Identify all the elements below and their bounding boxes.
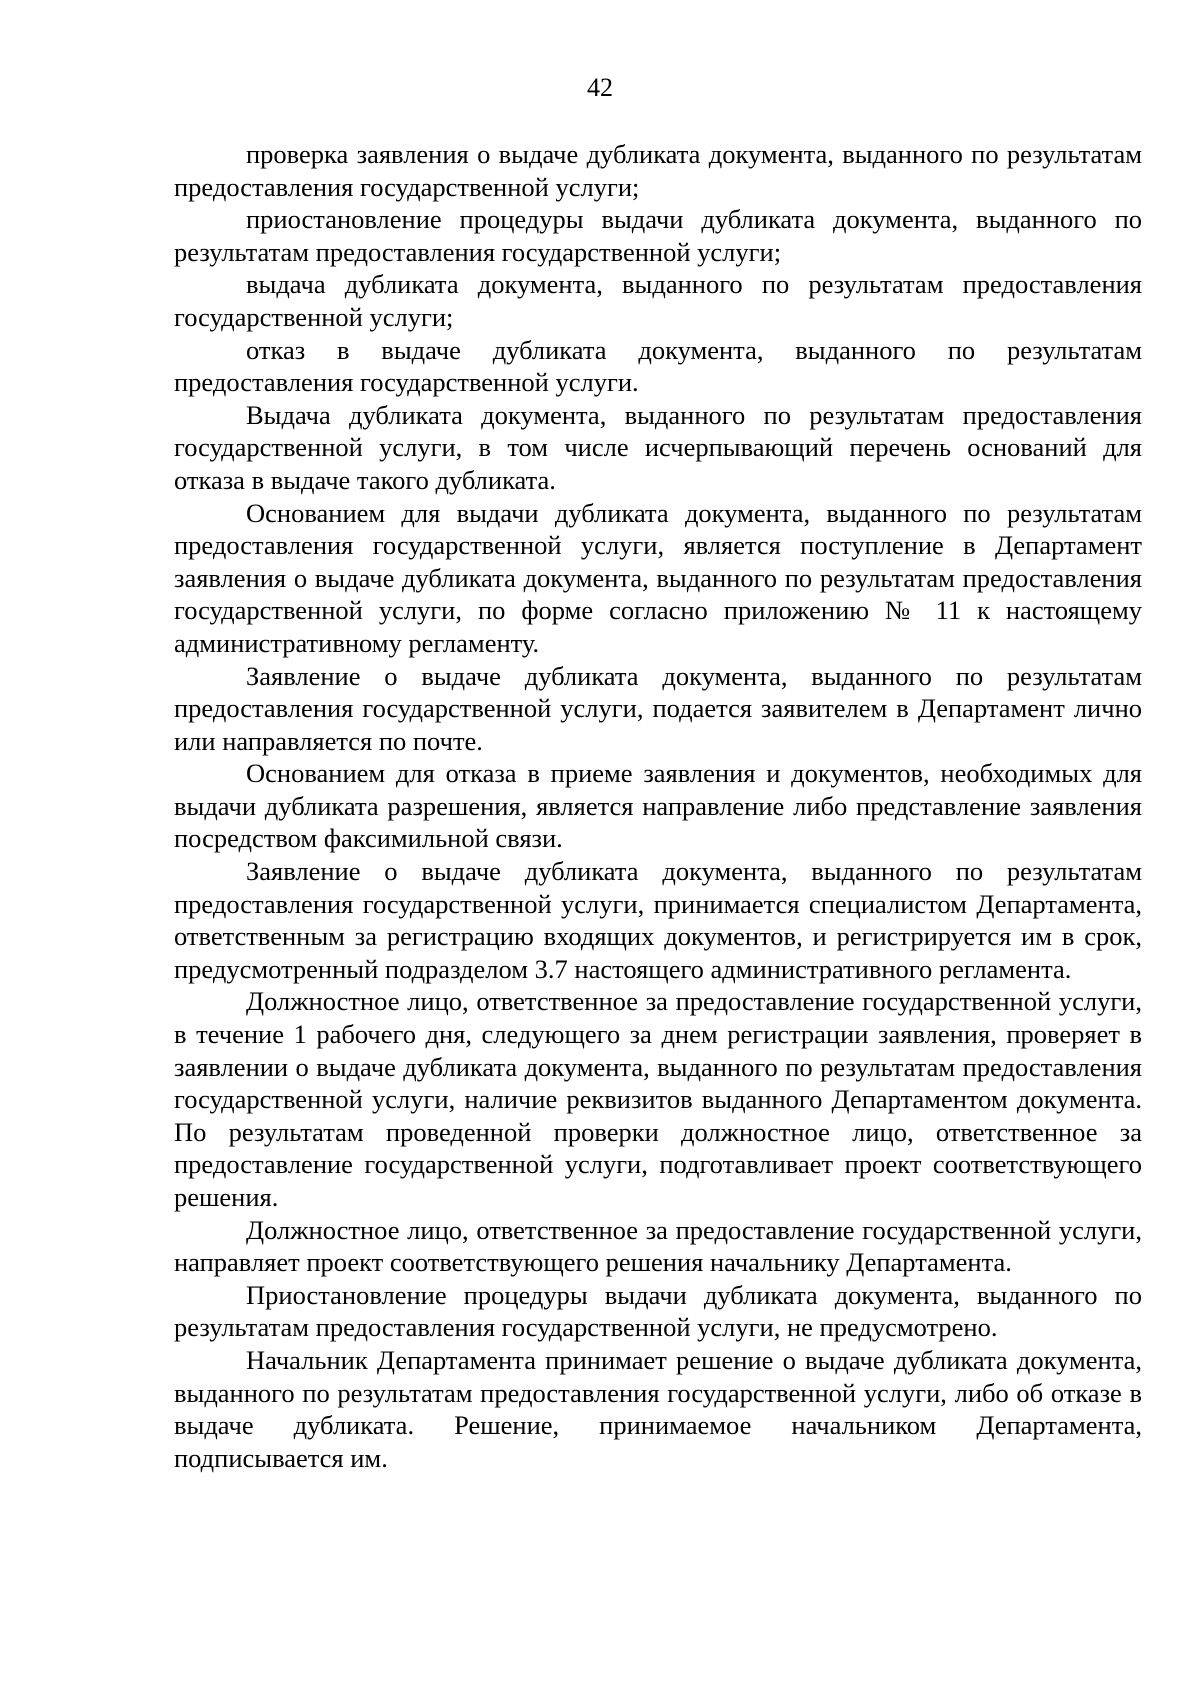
page-number: 42 [587,73,613,102]
paragraph: Основанием для отказа в приеме заявления и документов, необходимых для выдачи дубликата разрешения, является направление либо представление заявления посредством факсимильной связи. [174,758,1142,854]
paragraph: приостановление процедуры выдачи дубликата документа, выданного по результатам предоставления государственной услуги; [174,204,1142,267]
document-body [174,138,1142,1474]
paragraph: проверка заявления о выдаче дубликата документа, выданного по результатам предоставления государственной услуги; [174,139,1142,202]
paragraph: Заявление о выдаче дубликата документа, выданного по результатам предоставления государственной услуги, подается заявителем в Департамент лично или направляется по почте. [174,660,1142,756]
paragraph: Основанием для выдачи дубликата документа, выданного по результатам предоставления государственной услуги, является поступление в Департамент заявления о выдаче дубликата документа, выданного по результатам предоставления государственной услуги, по форме согласно приложению № 11 к настоящему административному регламенту. [174,497,1142,658]
paragraph: Должностное лицо, ответственное за предоставление государственной услуги, в течение 1 рабочего дня, следующего за днем регистрации заявления, проверяет в заявлении о выдаче дубликата документа, выданного по результатам предоставления государственной услуги, наличие реквизитов выданного Департаментом документа. По результатам проведенной проверки должностное лицо, ответственное за предоставление государственной услуги, подготавливает проект соответствующего решения. [174,986,1142,1212]
paragraph: отказ в выдаче дубликата документа, выданного по результатам предоставления государственной услуги. [174,334,1142,398]
paragraph: Начальник Департамента принимает решение о выдаче дубликата документа, выданного по результатам предоставления государственной услуги, либо об отказе в выдаче дубликата. Решение, принимаемое начальником Департамента, подписывается им. [174,1344,1142,1473]
paragraph: выдача дубликата документа, выданного по результатам предоставления государственной услуги; [174,269,1142,332]
paragraph: Должностное лицо, ответственное за предоставление государственной услуги, направляет проект соответствующего решения начальнику Департамента. [174,1214,1142,1278]
paragraph: Приостановление процедуры выдачи дубликата документа, выданного по результатам предоставления государственной услуги, не предусмотрено. [174,1279,1142,1343]
paragraph: Выдача дубликата документа, выданного по результатам предоставления государственной услуги, в том числе исчерпывающий перечень оснований для отказа в выдаче такого дубликата. [174,399,1142,495]
paragraph: Заявление о выдаче дубликата документа, выданного по результатам предоставления государственной услуги, принимается специалистом Департамента, ответственным за регистрацию входящих документов, и регистрируется им в срок, предусмотренный подразделом 3.7 настоящего административного регламента. [174,856,1142,984]
